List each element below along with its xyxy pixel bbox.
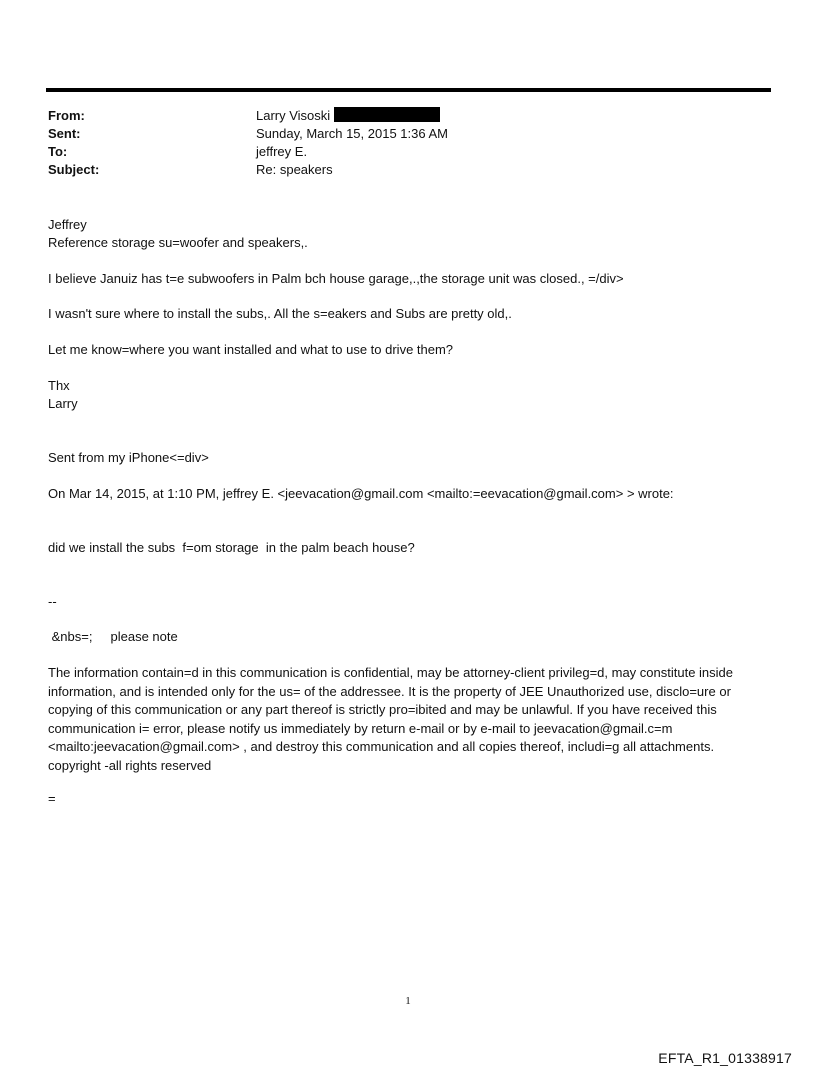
subject-label: Subject: — [48, 162, 100, 177]
signature-dashes: -- — [48, 594, 57, 609]
from-label: From: — [48, 108, 85, 123]
body-line-3: I wasn't sure where to install the subs,. All the s=eakers and Subs are pretty old,. — [48, 306, 512, 321]
bates-number: EFTA_R1_01338917 — [658, 1050, 792, 1066]
to-label: To: — [48, 144, 68, 159]
quote-body: did we install the subs f=om storage in the palm beach house? — [48, 540, 415, 555]
signature: Larry — [48, 396, 78, 411]
redaction-box — [334, 107, 440, 122]
sent-value: Sunday, March 15, 2015 1:36 AM — [256, 126, 448, 141]
trailing-equals: = — [48, 791, 56, 806]
subject-value: Re: speakers — [256, 162, 333, 177]
to-value: jeffrey E. — [256, 144, 308, 159]
body-line-2: I believe Januiz has t=e subwoofers in Palm bch house garage,.,the storage unit was closed., =/div> — [48, 271, 624, 286]
greeting: Jeffrey — [48, 217, 87, 232]
header-rule — [46, 88, 771, 92]
body-line-4: Let me know=where you want installed and what to use to drive them? — [48, 342, 454, 357]
confidentiality-disclaimer: The information contain=d in this communication is confidential, may be attorney-client privileg=d, may constitute inside information, and is intended only for the us= of the addressee. It is the property of JEE Unauthorized use, disclo=ure or copying of this communication or any part thereof is strictly pro=ibited and may be unlawful. If you have received this communication i= error, please notify us immediately by return e-mail or by e-mail to jeevacation@gmail.c=m <mailto:jeevacation@gmail.com> , and destroy this communication and all copies thereof, includi=g all attachments. copyright -all rights reserved — [48, 665, 734, 773]
body-line-1: Reference storage su=woofer and speakers,. — [48, 235, 308, 250]
page-number: 1 — [405, 995, 411, 1007]
sent-from-line: Sent from my iPhone<=div> — [48, 450, 209, 465]
from-value — [256, 107, 440, 125]
please-note: &nbs=; please note — [48, 629, 178, 644]
from-name: Larry Visoski — [256, 108, 331, 123]
sent-label: Sent: — [48, 126, 81, 141]
closing-thx: Thx — [48, 378, 70, 393]
quote-header: On Mar 14, 2015, at 1:10 PM, jeffrey E. <jeevacation@gmail.com <mailto:=eevacation@gmail.com> > wrote: — [48, 486, 674, 501]
